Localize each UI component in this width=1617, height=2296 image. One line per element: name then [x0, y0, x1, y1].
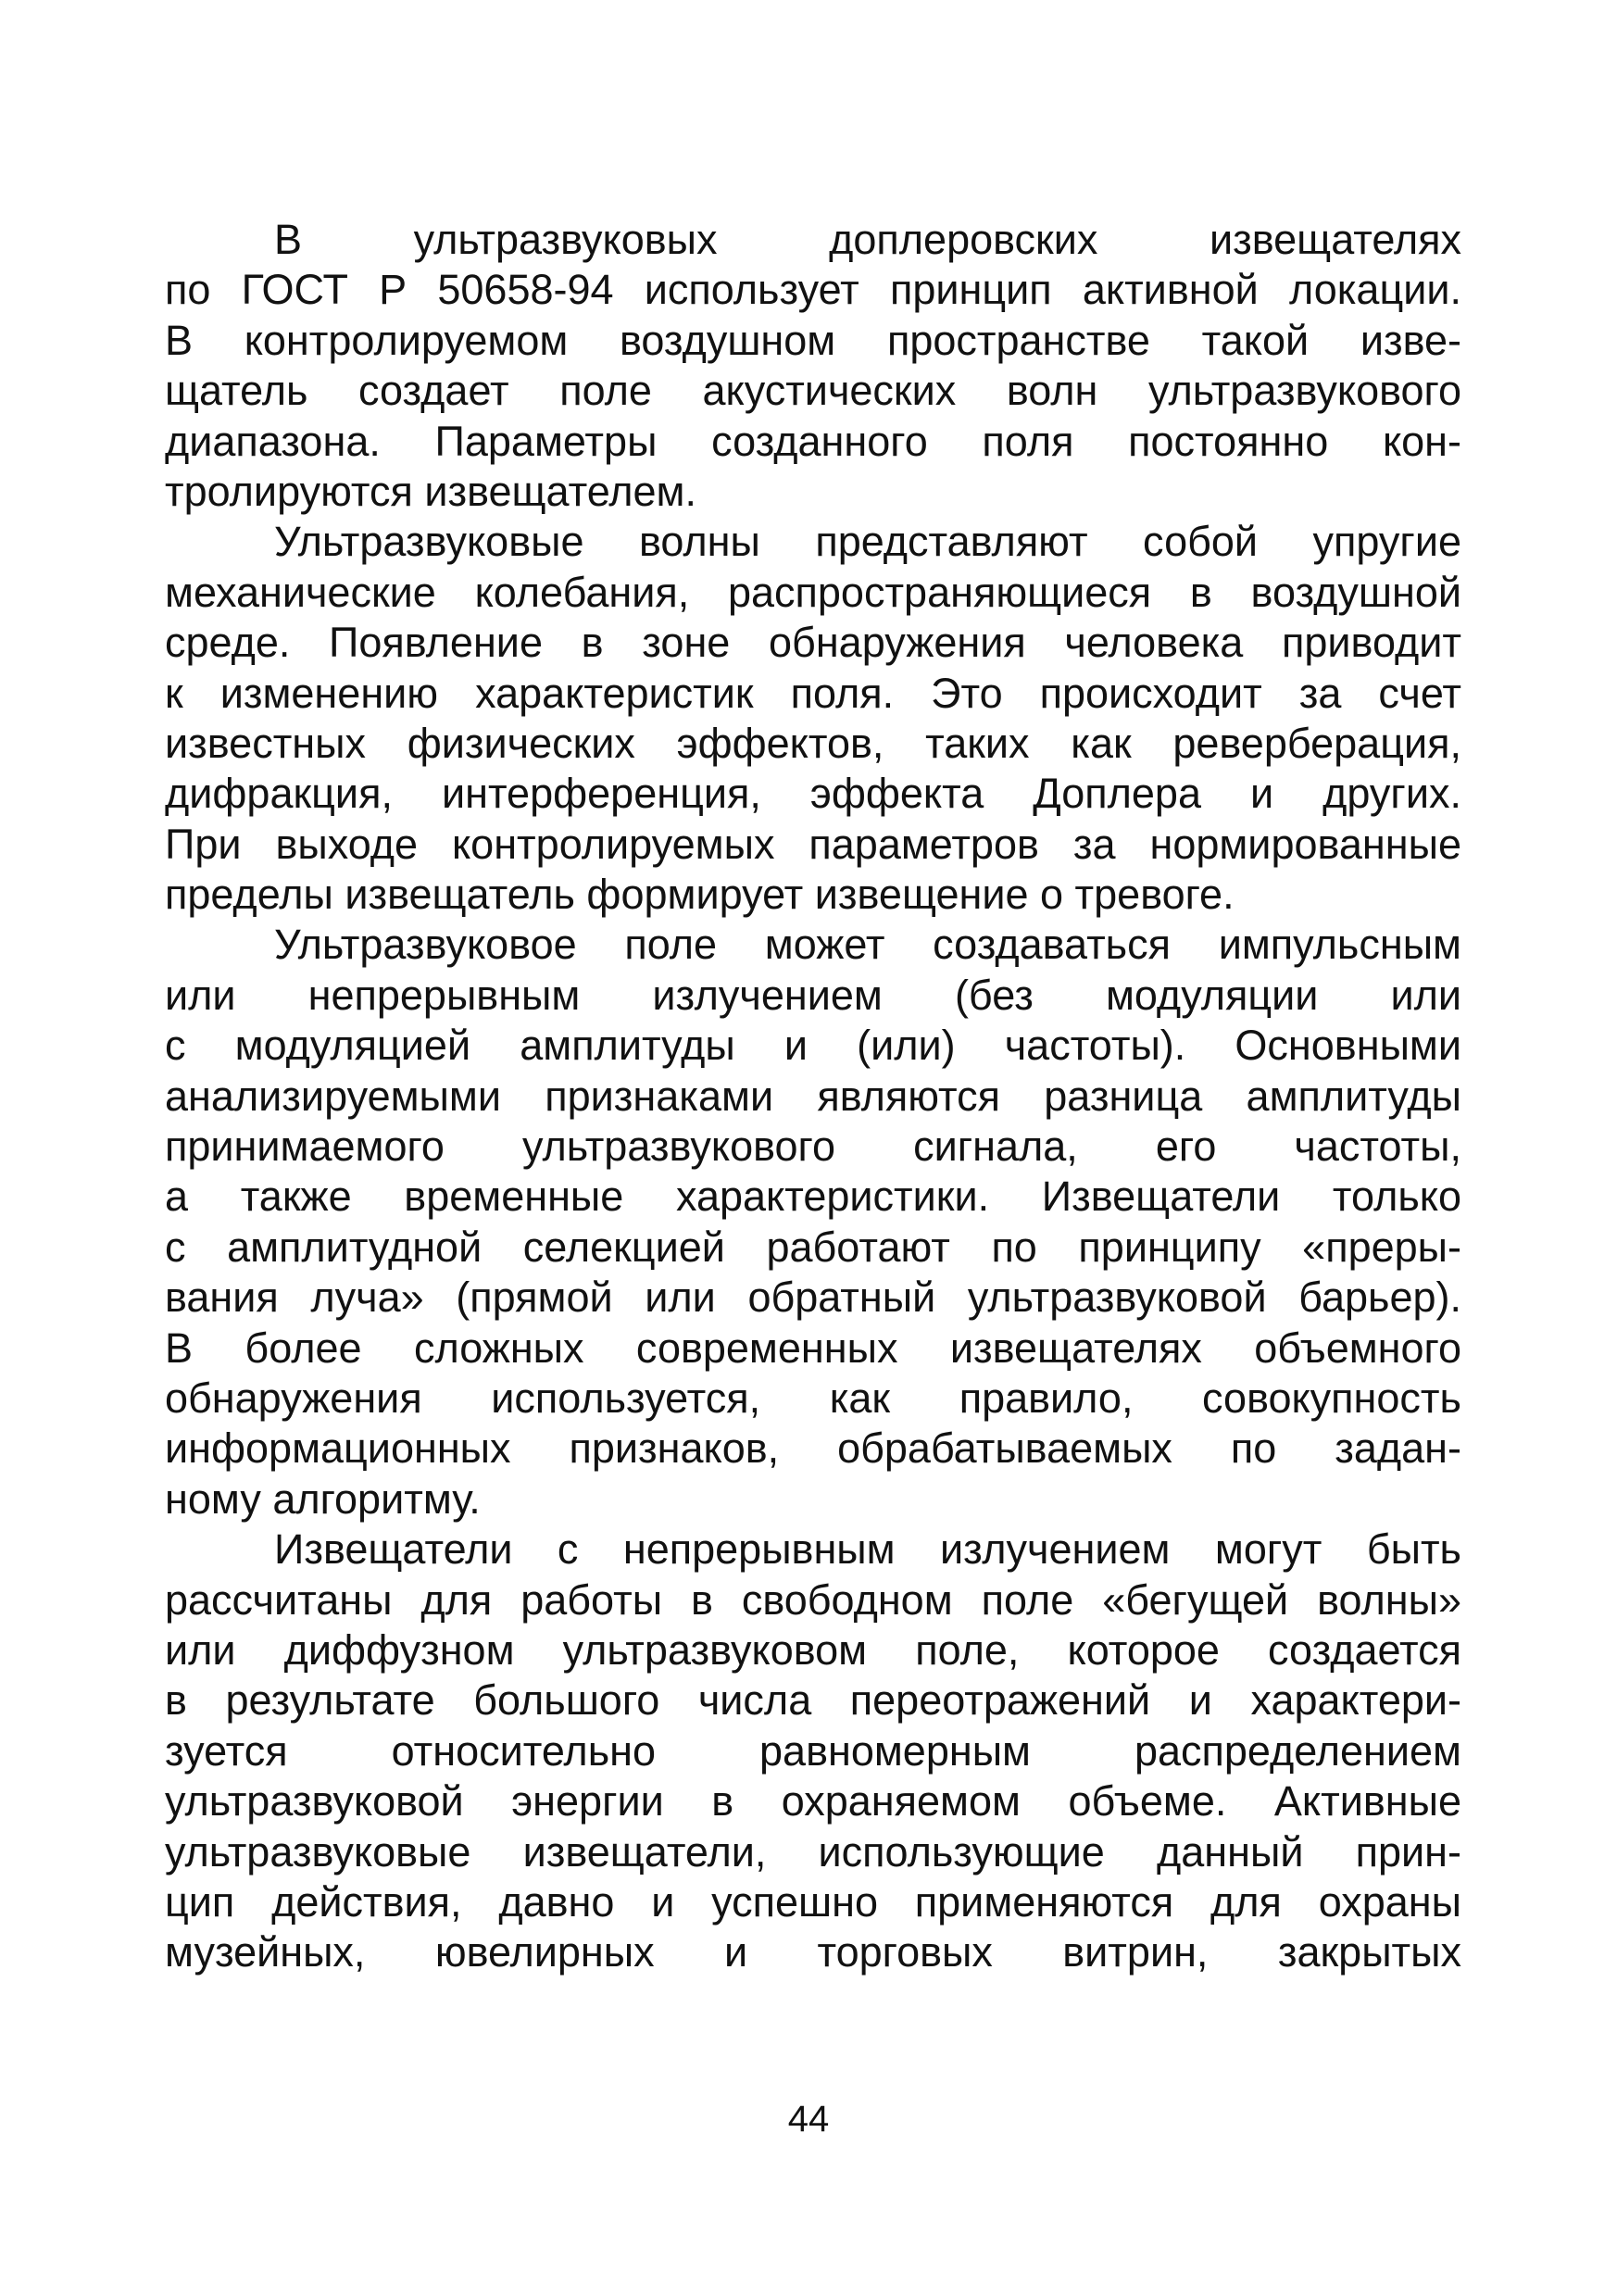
paragraph-3-line-1: Ультразвуковое поле может создаваться импульсным	[274, 921, 1461, 969]
paragraph-3-line-6: а также временные характеристики. Извещатели только	[165, 1173, 1461, 1221]
paragraph-4-line-4: в результате большого числа переотражений и характери-	[165, 1676, 1461, 1725]
paragraph-4-line-7: ультразвуковые извещатели, использующие данный прин-	[165, 1827, 1461, 1876]
page-number: 44	[787, 2099, 830, 2139]
paragraph-3-line-11: информационных признаков, обрабатываемых по задан-	[165, 1424, 1461, 1473]
paragraph-1-line-6: тролируются извещателем.	[165, 467, 696, 515]
paragraph-3-line-12: ному алгоритму.	[165, 1474, 481, 1523]
paragraph-3-line-10: обнаружения используется, как правило, совокупность	[165, 1374, 1461, 1422]
paragraph-3-line-3: с модуляцией амплитуды и (или) частоты). Основными	[165, 1022, 1461, 1070]
paragraph-2-line-2: механические колебания, распространяющиеся в воздушной	[165, 568, 1461, 616]
paragraph-1-line-5: диапазона. Параметры созданного поля постоянно кон-	[165, 417, 1461, 465]
paragraph-3-line-8: вания луча» (прямой или обратный ультразвуковой барьер).	[165, 1273, 1461, 1322]
paragraph-3-line-5: принимаемого ультразвукового сигнала, его частоты,	[165, 1123, 1461, 1171]
paragraph-1-line-4: щатель создает поле акустических волн ультразвукового	[165, 367, 1461, 415]
paragraph-4-line-9: музейных, ювелирных и торговых витрин, закрытых	[165, 1928, 1461, 1976]
paragraph-2-line-6: дифракция, интерференция, эффекта Доплера и других.	[165, 770, 1461, 818]
paragraph-2-line-5: известных физических эффектов, таких как реверберация,	[165, 719, 1461, 767]
paragraph-2-line-4: к изменению характеристик поля. Это происходит за счет	[165, 669, 1461, 717]
paragraph-3-line-4: анализируемыми признаками являются разница амплитуды	[165, 1072, 1461, 1120]
paragraph-1-line-1: В ультразвуковых доплеровских извещателях	[274, 216, 1461, 263]
paragraph-4-line-6: ультразвуковой энергии в охраняемом объеме. Активные	[165, 1777, 1461, 1826]
paragraph-2-line-7: При выходе контролируемых параметров за нормированные	[165, 820, 1461, 868]
paragraph-4-line-5: зуется относительно равномерным распределением	[165, 1726, 1461, 1775]
paragraph-3-line-9: В более сложных современных извещателях объемного	[165, 1324, 1461, 1372]
paragraph-4-line-3: или диффузном ультразвуковом поле, которое создается	[165, 1625, 1461, 1674]
body-text	[165, 215, 1461, 1978]
paragraph-2-line-3: среде. Появление в зоне обнаружения человека приводит	[165, 619, 1461, 667]
paragraph-4-line-8: цип действия, давно и успешно применяются для охраны	[165, 1877, 1461, 1926]
paragraph-4-line-2: рассчитаны для работы в свободном поле «бегущей волны»	[165, 1575, 1461, 1624]
paragraph-1-line-2: по ГОСТ Р 50658-94 использует принцип активной локации.	[165, 266, 1461, 314]
paragraph-4-line-1: Извещатели с непрерывным излучением могут быть	[274, 1525, 1461, 1574]
paragraph-3-line-7: с амплитудной селекцией работают по принципу «преры-	[165, 1223, 1461, 1271]
paragraph-2-line-1: Ультразвуковые волны представляют собой упругие	[274, 518, 1461, 566]
paragraph-1-line-3: В контролируемом воздушном пространстве такой изве-	[165, 316, 1461, 364]
paragraph-2-line-8: пределы извещатель формирует извещение о тревоге.	[165, 871, 1235, 919]
paragraph-3-line-2: или непрерывным излучением (без модуляции или	[165, 971, 1461, 1019]
